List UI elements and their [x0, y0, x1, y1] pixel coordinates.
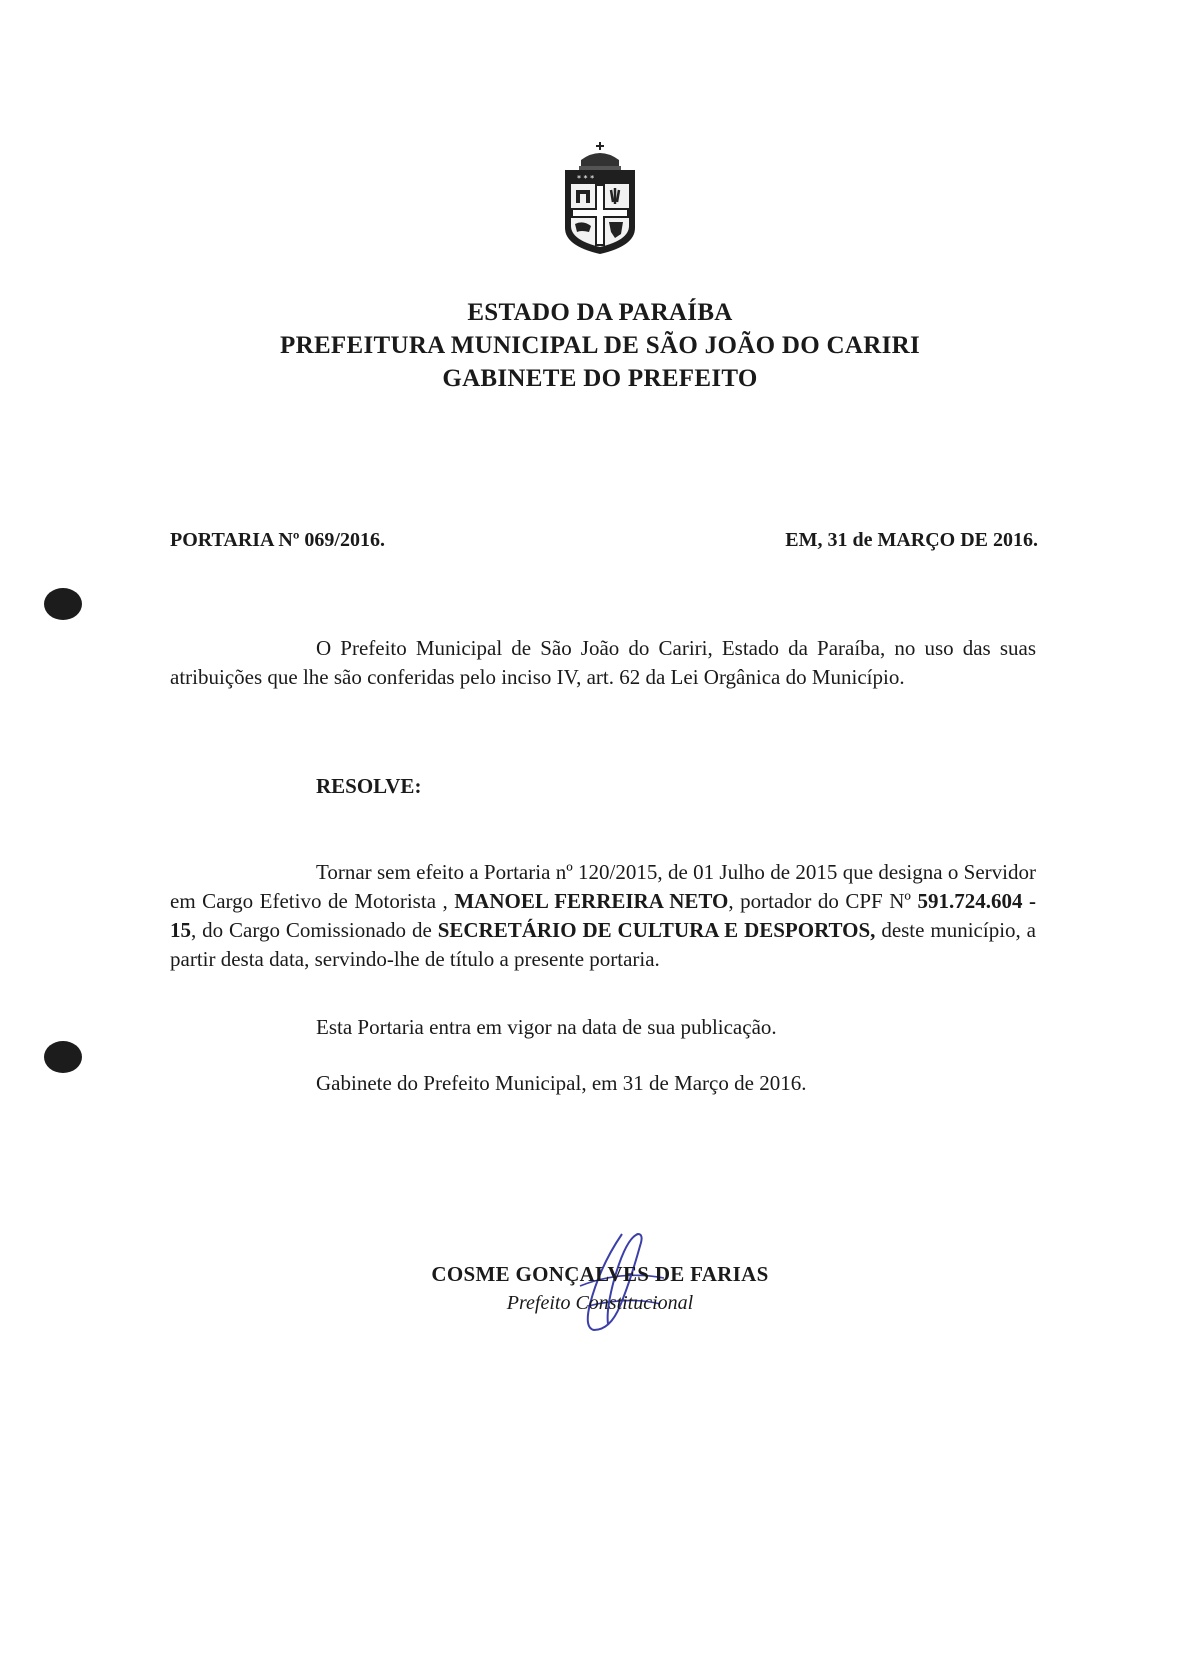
- header-municipality: PREFEITURA MUNICIPAL DE SÃO JOÃO DO CARIRI: [280, 332, 920, 359]
- intro-paragraph: O Prefeito Municipal de São João do Cariri, Estado da Paraíba, no uso das suas atribuições que lhe são conferidas pelo inciso IV, art. 62 da Lei Orgânica do Município.: [170, 636, 1036, 689]
- punch-hole-bottom: [44, 1041, 82, 1073]
- body-text-4: deste município, a partir desta data, servindo-lhe de título a presente portaria.: [170, 918, 1036, 971]
- servant-name: MANOEL FERREIRA NETO: [454, 889, 729, 913]
- municipal-coat-of-arms-icon: [557, 140, 643, 258]
- body-text-1: Tornar sem efeito a Portaria nº 120/2015, de 01 Julho de 2015 que designa o Servidor em Cargo Efetivo de Motorista ,: [170, 860, 1036, 913]
- portaria-number: PORTARIA Nº 069/2016.: [170, 529, 385, 551]
- body-text-2: , portador do CPF Nº: [728, 889, 918, 913]
- closing-place-date: Gabinete do Prefeito Municipal, em 31 de Março de 2016.: [316, 1071, 807, 1095]
- resolve-heading: RESOLVE:: [316, 774, 422, 798]
- signer-name: COSME GONÇALVES DE FARIAS: [431, 1262, 769, 1286]
- position-name: SECRETÁRIO DE CULTURA E DESPORTOS,: [437, 918, 876, 942]
- body-text-3: , do Cargo Comissionado de: [191, 918, 438, 942]
- effective-date-clause: Esta Portaria entra em vigor na data de sua publicação.: [316, 1015, 777, 1039]
- body-paragraph: [170, 858, 1036, 974]
- signer-title: Prefeito Constitucional: [506, 1292, 694, 1314]
- portaria-date: EM, 31 de MARÇO DE 2016.: [785, 529, 1038, 551]
- svg-text:* * *: * * *: [577, 174, 595, 183]
- document-header: [0, 296, 1200, 395]
- header-state: ESTADO DA PARAÍBA: [467, 299, 733, 326]
- header-office: GABINETE DO PREFEITO: [442, 365, 758, 392]
- punch-hole-top: [44, 588, 82, 620]
- cpf-number: 591.724.604 - 15: [170, 889, 1037, 942]
